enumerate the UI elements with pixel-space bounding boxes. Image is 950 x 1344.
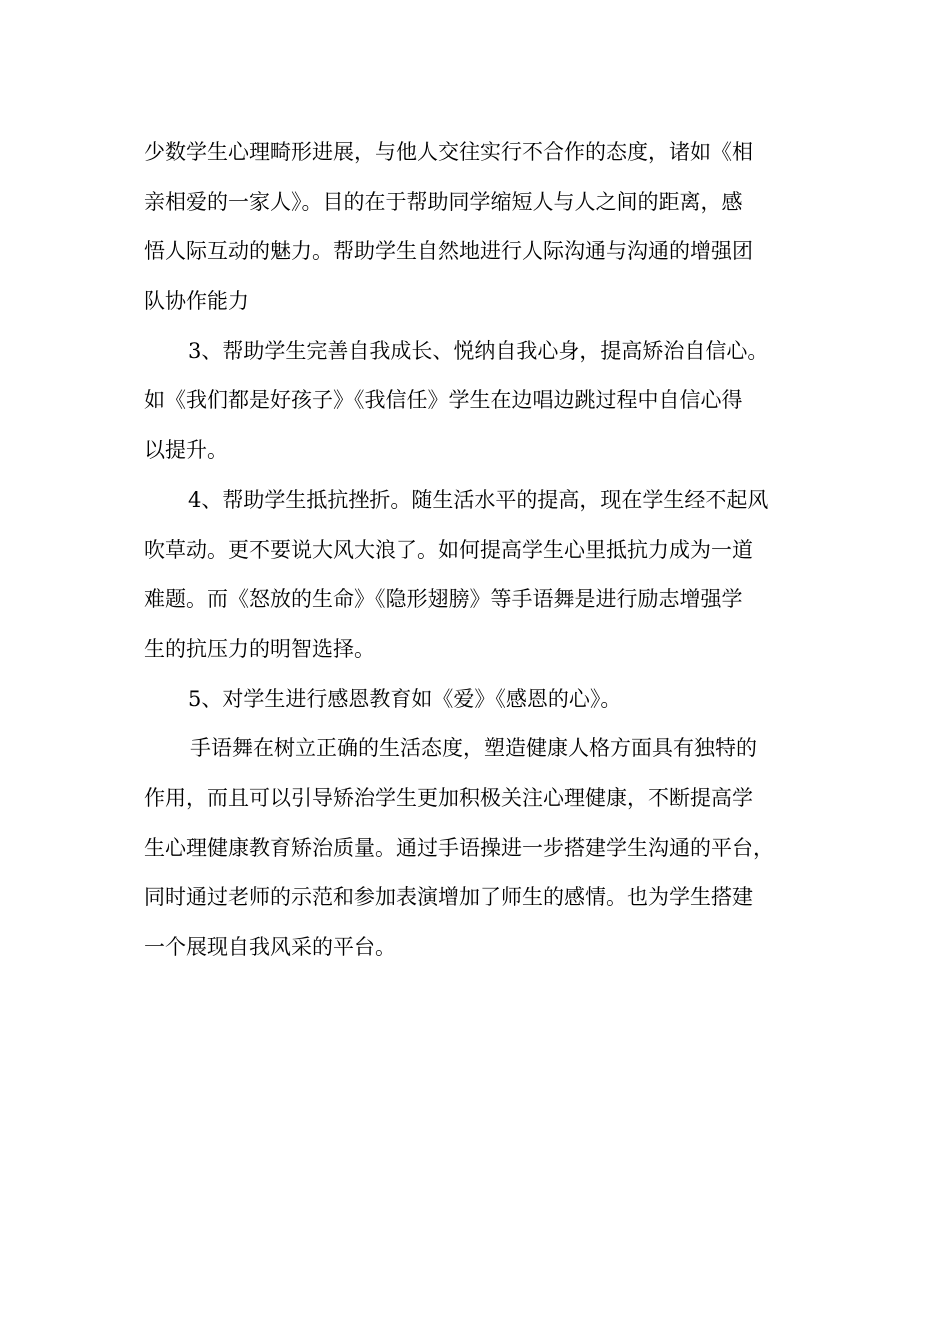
text-line: 手语舞在树立正确的生活态度，塑造健康人格方面具有独特的 <box>190 736 757 761</box>
text-line: 如《我们都是好孩子》《我信任》学生在边唱边跳过程中自信心得 <box>144 388 743 413</box>
text-line: 4、帮助学生抵抗挫折。随生活水平的提高，现在学生经不起风 <box>188 487 769 512</box>
text-line: 生的抗压力的明智选择。 <box>144 636 375 661</box>
text-line: 悟人际互动的魅力。帮助学生自然地进行人际沟通与沟通的增强团 <box>144 239 753 264</box>
text-line: 队协作能力 <box>144 289 249 314</box>
text-line: 3、帮助学生完善自我成长、悦纳自我心身，提高矫治自信心。 <box>188 338 769 363</box>
text-line: 一个展现自我风采的平台。 <box>144 935 396 959</box>
text-line: 5、对学生进行感恩教育如《爱》《感恩的心》。 <box>188 686 622 711</box>
text-line: 同时通过老师的示范和参加表演增加了师生的感情。也为学生搭建 <box>144 885 753 910</box>
text-line: 生心理健康教育矫治质量。通过手语操进一步搭建学生沟通的平台， <box>144 835 774 860</box>
paragraph-conclusion <box>144 724 812 972</box>
text-line: 少数学生心理畸形进展，与他人交往实行不合作的态度，诸如《相 <box>144 140 753 164</box>
paragraph-item-3 <box>144 327 812 476</box>
text-line: 以提升。 <box>144 438 228 463</box>
document-body <box>144 128 812 973</box>
text-line: 作用，而且可以引导矫治学生更加积极关注心理健康，不断提高学 <box>144 785 753 810</box>
paragraph-item-5 <box>144 675 812 725</box>
text-line: 难题。而《怒放的生命》《隐形翅膀》等手语舞是进行励志增强学 <box>144 587 743 612</box>
text-line: 亲相爱的一家人》。目的在于帮助同学缩短人与人之间的距离，感 <box>144 189 743 214</box>
text-line: 吹草动。更不要说大风大浪了。如何提高学生心里抵抗力成为一道 <box>144 537 753 562</box>
paragraph-1 <box>144 128 812 327</box>
paragraph-item-4 <box>144 476 812 675</box>
